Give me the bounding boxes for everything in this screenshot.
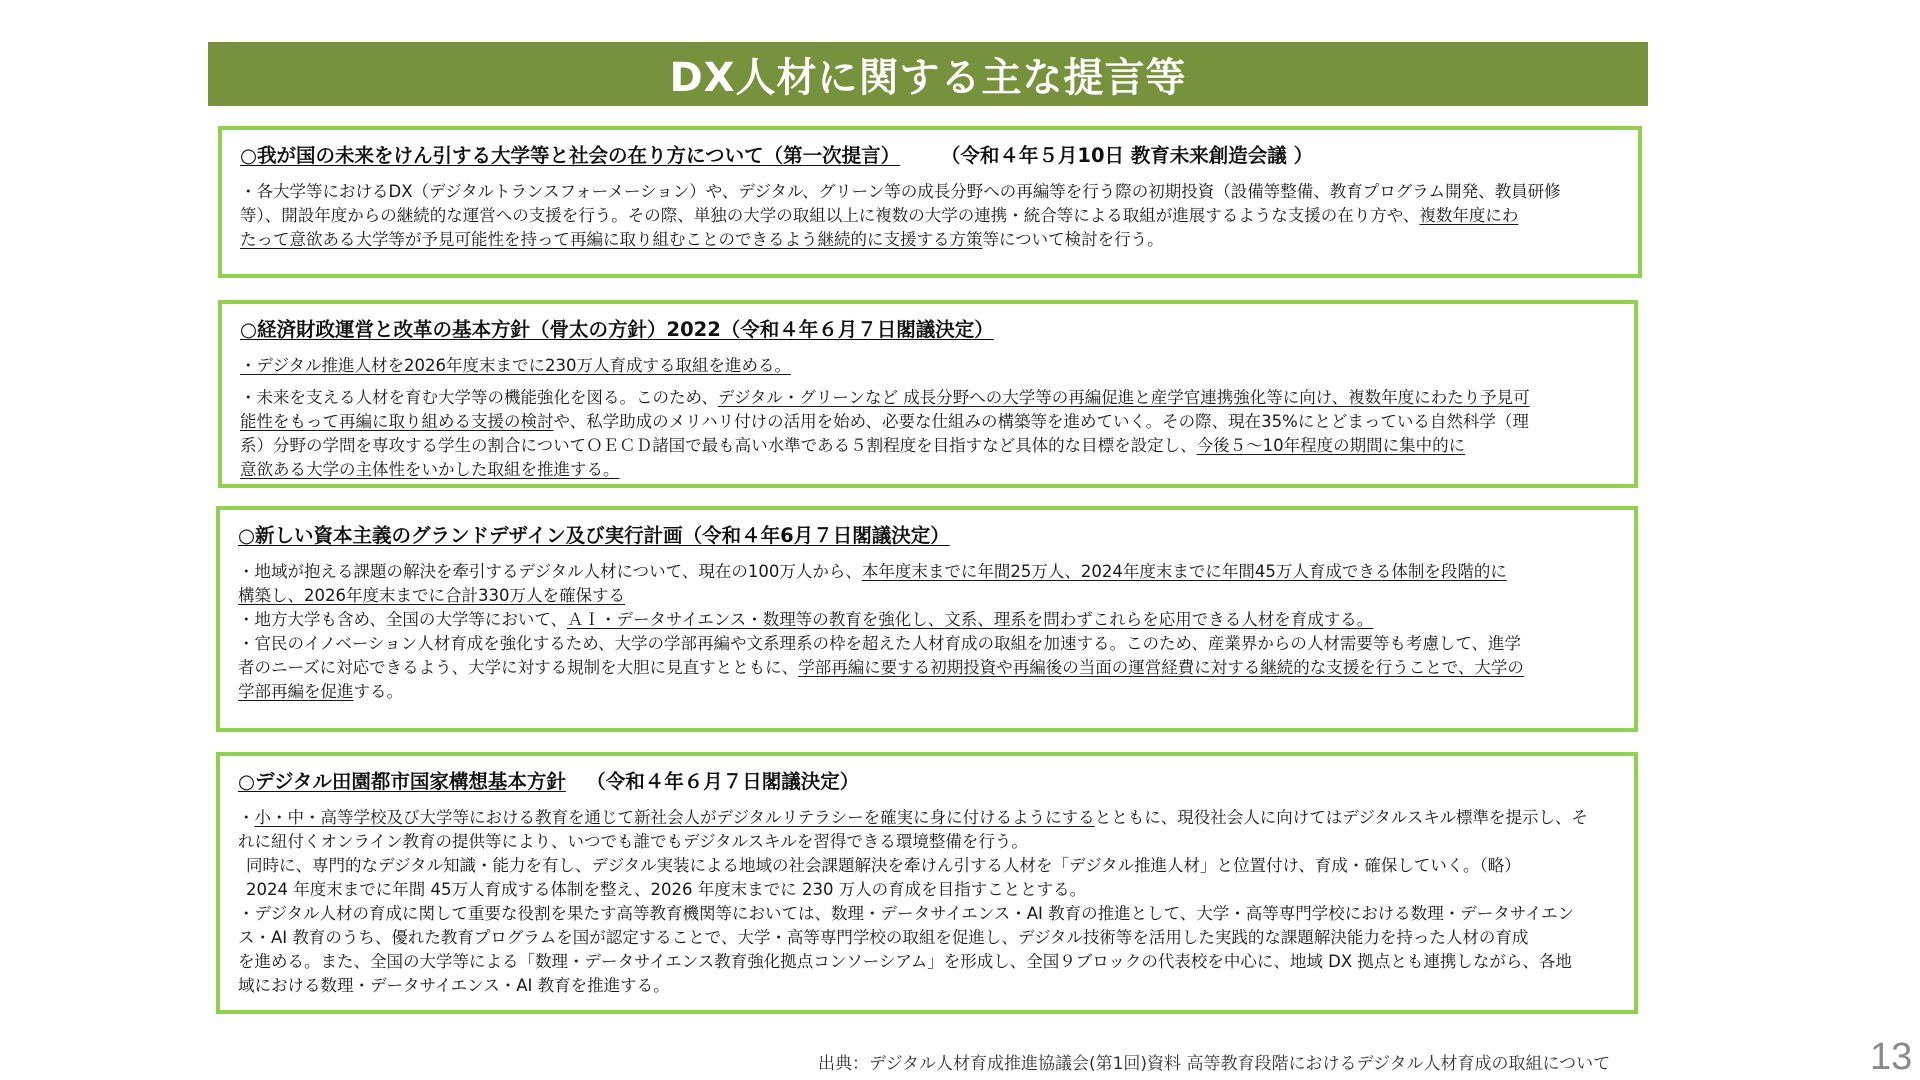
box-4-bullet-1-line-1: ・小・中・高等学校及び大学等における教育を通じて新社会人がデジタルリテラシーを確実に身に付けるようにするとともに、現役社会人に向けてはデジタルスキル標準を提示し、そ	[238, 808, 1589, 827]
box-2-bullet-2-line-4: 意欲ある大学の主体性をいかした取組を推進する。	[240, 460, 620, 479]
box-3-bullet-1-line-2: 構築し、2026年度末までに合計330万人を確保する	[238, 586, 625, 605]
box-1-line-2: 等）、開設年度からの継続的な運営への支援を行う。その際、単独の大学の取組以上に複数の大学の連携・統合等による取組が進展するような支援の在り方や、複数年度にわ	[240, 206, 1519, 225]
box-3-bullet-2: ・地方大学も含め、全国の大学等において、ＡＩ・データサイエンス・数理等の教育を強化し、文系、理系を問わずこれらを応用できる人材を育成する。	[238, 610, 1374, 629]
box-4-heading-date: （令和４年６月７日閣議決定）	[586, 770, 860, 793]
proposal-box-3	[216, 506, 1638, 732]
slide-title-bar	[208, 42, 1648, 106]
box-1-heading	[240, 140, 1620, 168]
box-4-bullet-1-line-3: 同時に、専門的なデジタル知識・能力を有し、デジタル実装による地域の社会課題解決を牽けん引する人材を「デジタル推進人材」と位置付け、育成・確保していく。（略）	[246, 856, 1521, 875]
box-2-bullet-2-line-3: 系）分野の学問を専攻する学生の割合についてＯＥＣＤ諸国で最も高い水準である５割程度を目指すなど具体的な目標を設定し、今後５～10年程度の期間に集中的に	[240, 436, 1466, 455]
box-2-heading: ○経済財政運営と改革の基本方針（骨太の方針）2022（令和４年６月７日閣議決定）	[240, 318, 994, 341]
box-4-heading-main: ○デジタル田園都市国家構想基本方針	[238, 770, 566, 793]
box-1-heading-date: （令和４年５月10日 教育未来創造会議 ）	[940, 144, 1314, 167]
box-1-heading-main: ○我が国の未来をけん引する大学等と社会の在り方について（第一次提言）	[240, 144, 901, 167]
proposal-box-4	[216, 752, 1638, 1014]
box-3-bullet-3-line-2: 者のニーズに対応できるよう、大学に対する規制を大胆に見直すとともに、学部再編に要する初期投資や再編後の当面の運営経費に対する継続的な支援を行うことで、大学の	[238, 658, 1524, 677]
box-4-bullet-2-line-3: を進める。また、全国の大学等による「数理・データサイエンス教育強化拠点コンソーシアム」を形成し、全国９ブロックの代表校を中心に、地域 DX 拠点とも連携しながら、各地	[238, 952, 1572, 971]
box-4-bullet-2-line-1: ・デジタル人材の育成に関して重要な役割を果たす高等教育機関等においては、数理・データサイエンス・AI 教育の推進として、大学・高等専門学校における数理・データサイエン	[238, 904, 1574, 923]
box-3-bullet-1-line-1: ・地域が抱える課題の解決を牽引するデジタル人材について、現在の100万人から、本年度末までに年間25万人、2024年度末までに年間45万人育成できる体制を段階的に	[238, 562, 1507, 581]
box-4-bullet-2-line-4: 域における数理・データサイエンス・AI 教育を推進する。	[238, 976, 670, 995]
proposal-box-1	[218, 126, 1642, 278]
box-1-line-1: ・各大学等におけるDX（デジタルトランスフォーメーション）や、デジタル、グリーン等の成長分野への再編等を行う際の初期投資（設備等整備、教育プログラム開発、教員研修	[240, 182, 1561, 201]
box-3-heading: ○新しい資本主義のグランドデザイン及び実行計画（令和４年6月７日閣議決定）	[238, 524, 950, 547]
slide-title: DX人材に関する主な提言等	[669, 54, 1187, 101]
box-4-bullet-1-line-4: 2024 年度末までに年間 45万人育成する体制を整え、2026 年度末までに 230 万人の育成を目指すこととする。	[246, 880, 1087, 899]
box-4-bullet-2-line-2: ス・AI 教育のうち、優れた教育プログラムを国が認定することで、大学・高等専門学校の取組を促進し、デジタル技術等を活用した実践的な課題解決能力を持った人材の育成	[238, 928, 1529, 947]
proposal-box-2	[218, 300, 1638, 488]
box-4-bullet-1-line-2: れに紐付くオンライン教育の提供等により、いつでも誰でもデジタルスキルを習得できる環境整備を行う。	[238, 832, 1028, 851]
source-citation: 出典：デジタル人材育成推進協議会(第1回)資料 高等教育段階におけるデジタル人材育成の取組について	[818, 1054, 1611, 1074]
box-2-bullet-2-line-2: 能性をもって再編に取り組める支援の検討や、私学助成のメリハリ付けの活用を始め、必要な仕組みの構築等を進めていく。その際、現在35%にとどまっている自然科学（理	[240, 412, 1529, 431]
box-2-bullet-1: ・デジタル推進人材を2026年度末までに230万人育成する取組を進める。	[240, 356, 791, 375]
page-number: 13	[1870, 1036, 1913, 1078]
box-2-bullet-2-line-1: ・未来を支える人材を育む大学等の機能強化を図る。このため、デジタル・グリーンなど 成長分野への大学等の再編促進と産学官連携強化等に向け、複数年度にわたり予見可	[240, 388, 1530, 407]
box-4-heading	[238, 766, 1616, 794]
box-3-bullet-3-line-3: 学部再編を促進する。	[238, 682, 403, 701]
box-1-line-3: たって意欲ある大学等が予見可能性を持って再編に取り組むことのできるよう継続的に支援する方策等について検討を行う。	[240, 230, 1164, 249]
box-3-bullet-3-line-1: ・官民のイノベーション人材育成を強化するため、大学の学部再編や文系理系の枠を超えた人材育成の取組を加速する。このため、産業界からの人材需要等も考慮して、進学	[238, 634, 1522, 653]
